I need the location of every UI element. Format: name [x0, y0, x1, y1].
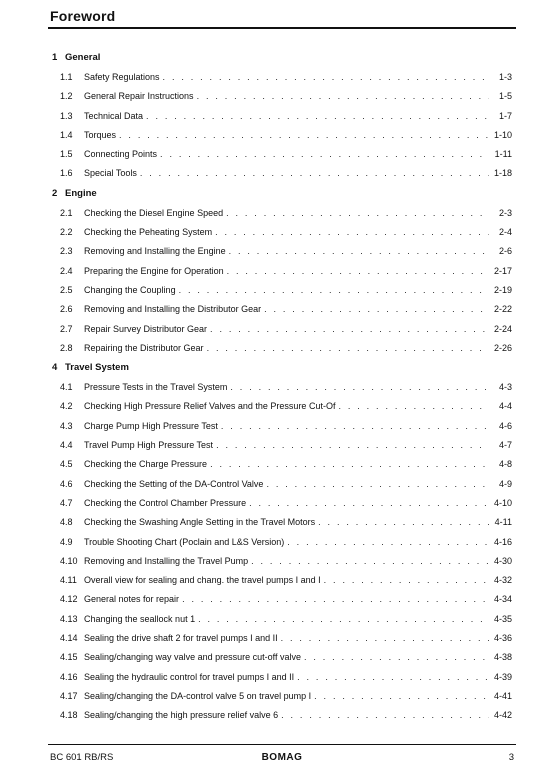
- entry-number: 1.5: [60, 149, 73, 160]
- toc-entry: [52, 552, 512, 571]
- dot-leader: [210, 320, 489, 339]
- page-number: 3: [508, 752, 514, 763]
- entry-number: 4.3: [60, 420, 73, 431]
- toc-entry: [52, 668, 512, 687]
- entry-number: 4.1: [60, 382, 73, 393]
- entry-title: Sealing/changing the high pressure relief valve 6: [84, 710, 279, 721]
- entry-number: 2.2: [60, 227, 73, 238]
- entry-title: Connecting Points: [84, 149, 158, 160]
- entry-number: 4.6: [60, 478, 73, 489]
- section-number: 2: [52, 187, 58, 199]
- entry-page: 4-10: [493, 497, 512, 508]
- dot-leader: [314, 687, 489, 706]
- dot-leader: [210, 455, 489, 474]
- toc-entry: [52, 223, 512, 242]
- toc-entry: [52, 262, 512, 281]
- entry-page: 4-8: [498, 459, 512, 470]
- entry-title: Checking the Charge Pressure: [84, 459, 208, 470]
- entry-title: Checking the Diesel Engine Speed: [84, 207, 224, 218]
- dot-leader: [266, 475, 489, 494]
- entry-page: 1-5: [498, 91, 512, 102]
- entry-number: 4.17: [60, 690, 78, 701]
- table-of-contents: [52, 48, 512, 726]
- dot-leader: [324, 571, 489, 590]
- entry-page: 2-17: [493, 265, 512, 276]
- dot-leader: [119, 126, 489, 145]
- entry-page: 1-3: [498, 72, 512, 82]
- entry-number: 2.5: [60, 284, 73, 295]
- toc-entry: [52, 475, 512, 494]
- entry-title: Removing and Installing the Travel Pump: [84, 555, 249, 566]
- entry-title: Checking the Swashing Angle Setting in the Travel Motors: [84, 517, 316, 528]
- toc-entry: [52, 687, 512, 706]
- dot-leader: [207, 339, 489, 358]
- entry-page: 4-34: [493, 594, 512, 605]
- toc-entry: [52, 417, 512, 436]
- section-number: 4: [52, 362, 58, 374]
- entry-title: Repairing the Distributor Gear: [84, 342, 204, 353]
- entry-title: Torques: [84, 129, 117, 140]
- dot-leader: [140, 164, 489, 183]
- toc-entry: [52, 590, 512, 609]
- entry-page: 2-19: [493, 284, 512, 295]
- dot-leader: [281, 629, 489, 648]
- entry-number: 2.1: [60, 207, 73, 218]
- toc-entry: [52, 610, 512, 629]
- entry-number: 1.3: [60, 110, 73, 121]
- toc-entry: [52, 533, 512, 552]
- dot-leader: [318, 513, 489, 532]
- entry-number: 2.3: [60, 246, 73, 257]
- dot-leader: [304, 648, 489, 667]
- dot-leader: [264, 300, 489, 319]
- page-title: Foreword: [50, 8, 116, 24]
- dot-leader: [146, 107, 489, 126]
- dot-leader: [251, 552, 489, 571]
- dot-leader: [281, 706, 489, 725]
- toc-entry: [52, 571, 512, 590]
- entry-page: 1-18: [493, 168, 512, 179]
- dot-leader: [338, 397, 489, 416]
- entry-title: Sealing the hydraulic control for travel pumps I and II: [84, 671, 295, 682]
- toc-entry: [52, 164, 512, 183]
- dot-leader: [249, 494, 489, 513]
- entry-page: 4-42: [493, 710, 512, 721]
- entry-title: Preparing the Engine for Operation: [84, 265, 224, 276]
- toc-entry: [52, 242, 512, 261]
- toc-entry: [52, 320, 512, 339]
- entry-page: 4-36: [493, 633, 512, 644]
- entry-number: 4.5: [60, 459, 73, 470]
- brand-name: BOMAG: [261, 752, 303, 763]
- entry-page: 1-7: [498, 110, 512, 121]
- entry-title: Checking the Setting of the DA-Control Valve: [84, 478, 264, 489]
- section-title: General: [65, 52, 101, 63]
- toc-entry: [52, 126, 512, 145]
- toc-entry: [52, 339, 512, 358]
- entry-number: 1.4: [60, 129, 73, 140]
- entry-page: 1-10: [493, 129, 512, 140]
- toc-entry: [52, 513, 512, 532]
- entry-page: 4-39: [493, 671, 512, 682]
- entry-number: 4.12: [60, 594, 78, 605]
- dot-leader: [221, 417, 489, 436]
- entry-number: 2.8: [60, 342, 73, 353]
- entry-number: 4.2: [60, 401, 73, 412]
- entry-title: Overall view for sealing and chang. the travel pumps I and I: [84, 575, 321, 586]
- section-number: 1: [52, 52, 58, 63]
- dot-leader: [197, 87, 489, 106]
- entry-page: 4-7: [498, 440, 512, 451]
- entry-title: Pressure Tests in the Travel System: [84, 382, 228, 393]
- entry-title: Checking the Peheating System: [84, 227, 213, 238]
- entry-page: 4-38: [493, 652, 512, 663]
- entry-page: 4-11: [494, 517, 512, 528]
- toc-entry: [52, 107, 512, 126]
- entry-title: Charge Pump High Pressure Test: [84, 420, 218, 431]
- entry-title: Checking the Control Chamber Pressure: [84, 497, 247, 508]
- dot-leader: [182, 590, 489, 609]
- toc-entry: [52, 397, 512, 416]
- entry-number: 4.7: [60, 497, 73, 508]
- entry-title: Special Tools: [84, 168, 137, 179]
- entry-title: Changing the Coupling: [84, 284, 176, 295]
- entry-number: 4.18: [60, 710, 78, 721]
- toc-entry: [52, 706, 512, 725]
- section-heading: [52, 184, 512, 204]
- dot-leader: [216, 436, 489, 455]
- toc-entry: [52, 378, 512, 397]
- toc-entry: [52, 204, 512, 223]
- toc-entry: [52, 87, 512, 106]
- dot-leader: [230, 378, 489, 397]
- dot-leader: [179, 281, 489, 300]
- toc-entry: [52, 436, 512, 455]
- entry-page: 1-11: [494, 149, 512, 160]
- entry-page: 2-3: [498, 207, 512, 218]
- dot-leader: [297, 668, 489, 687]
- entry-number: 2.7: [60, 323, 73, 334]
- entry-number: 4.9: [60, 536, 73, 547]
- entry-title: General Repair Instructions: [84, 91, 194, 102]
- document-id: BC 601 RB/RS: [50, 752, 114, 763]
- toc-entry: [52, 629, 512, 648]
- page-footer: [50, 752, 514, 768]
- entry-page: 4-6: [498, 420, 512, 431]
- entry-page: 4-3: [498, 382, 512, 393]
- toc-entry: [52, 300, 512, 319]
- entry-number: 4.4: [60, 440, 73, 451]
- entry-number: 4.15: [60, 652, 78, 663]
- dot-leader: [226, 204, 489, 223]
- entry-number: 4.10: [60, 555, 78, 566]
- entry-title: Sealing the drive shaft 2 for travel pumps I and II: [84, 633, 278, 644]
- toc-entry: [52, 648, 512, 667]
- dot-leader: [160, 145, 489, 164]
- entry-page: 4-9: [498, 478, 512, 489]
- entry-number: 2.6: [60, 304, 73, 315]
- entry-number: 4.8: [60, 517, 73, 528]
- dot-leader: [198, 610, 489, 629]
- entry-title: Sealing/changing the DA-control valve 5 on travel pump I: [84, 690, 312, 701]
- entry-page: 4-35: [493, 613, 512, 624]
- header-rule: [48, 27, 516, 29]
- toc-entry: [52, 68, 512, 87]
- dot-leader: [287, 533, 489, 552]
- entry-title: Safety Regulations: [84, 72, 160, 82]
- entry-title: General notes for repair: [84, 594, 180, 605]
- entry-page: 2-6: [498, 246, 512, 257]
- dot-leader: [215, 223, 489, 242]
- entry-page: 4-4: [498, 401, 512, 412]
- entry-number: 4.13: [60, 613, 78, 624]
- entry-page: 4-30: [493, 555, 512, 566]
- toc-entry: [52, 494, 512, 513]
- toc-entry: [52, 145, 512, 164]
- toc-entry: [52, 455, 512, 474]
- entry-page: 4-16: [493, 536, 512, 547]
- entry-number: 1.2: [60, 91, 73, 102]
- entry-title: Changing the seallock nut 1: [84, 613, 196, 624]
- dot-leader: [163, 68, 489, 87]
- entry-page: 2-26: [493, 342, 512, 353]
- footer-rule: [48, 744, 516, 745]
- entry-page: 2-4: [498, 227, 512, 238]
- entry-page: 4-32: [493, 575, 512, 586]
- section-title: Engine: [65, 187, 97, 199]
- entry-page: 2-24: [493, 323, 512, 334]
- entry-number: 1.6: [60, 168, 73, 179]
- entry-title: Travel Pump High Pressure Test: [84, 440, 214, 451]
- entry-title: Checking High Pressure Relief Valves and the Pressure Cut-Of: [84, 401, 336, 412]
- entry-number: 4.16: [60, 671, 78, 682]
- entry-title: Technical Data: [84, 110, 144, 121]
- dot-leader: [229, 242, 489, 261]
- entry-title: Repair Survey Distributor Gear: [84, 323, 208, 334]
- section-heading: [52, 48, 512, 68]
- section-heading: [52, 358, 512, 378]
- entry-number: 4.14: [60, 633, 78, 644]
- entry-title: Sealing/changing way valve and pressure cut-off valve: [84, 652, 301, 663]
- dot-leader: [227, 262, 489, 281]
- entry-number: 4.11: [60, 575, 77, 586]
- entry-title: Trouble Shooting Chart (Poclain and L&S Version): [84, 536, 285, 547]
- entry-title: Removing and Installing the Engine: [84, 246, 226, 257]
- entry-number: 1.1: [60, 72, 73, 82]
- toc-entry: [52, 281, 512, 300]
- entry-page: 4-41: [493, 690, 512, 701]
- entry-number: 2.4: [60, 265, 73, 276]
- entry-title: Removing and Installing the Distributor Gear: [84, 304, 262, 315]
- entry-page: 2-22: [493, 304, 512, 315]
- section-title: Travel System: [65, 362, 129, 374]
